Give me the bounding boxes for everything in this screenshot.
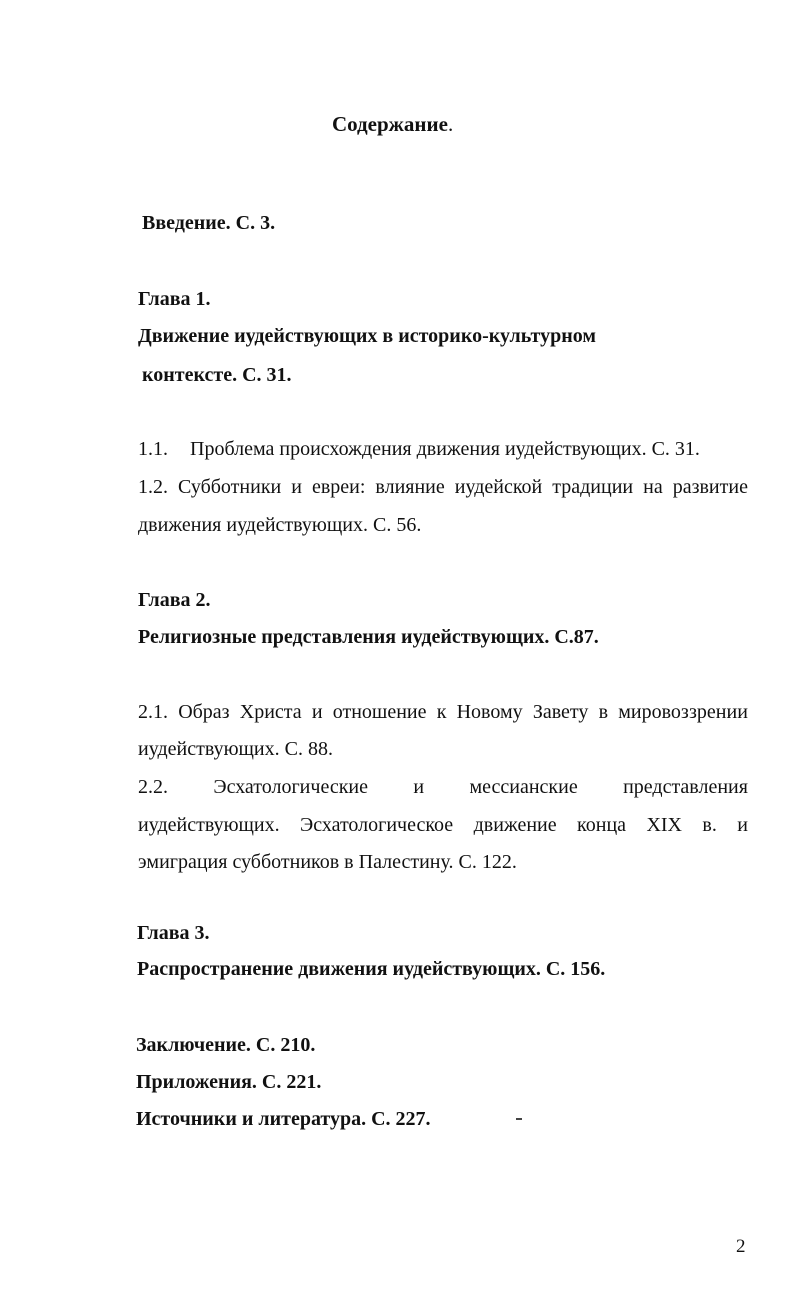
toc-appendices: Приложения. С. 221. [136,1071,322,1093]
section-2-2-word: 2.2. [138,776,168,798]
section-2-2-word: Эсхатологические [213,776,368,798]
section-1-2-word: и [291,476,302,498]
section-2-2-line2 [138,814,748,837]
section-2-2-word: XIX [646,814,682,836]
section-1-2-word: развитие [672,476,748,498]
section-2-2-word: мессианские [469,776,578,798]
section-2-1-line2: иудействующих. С. 88. [138,738,333,760]
section-2-2-word: в. [702,814,717,836]
section-2-1-word: Новому [456,701,523,723]
section-2-1-word: мировоззрении [618,701,748,723]
section-2-2-word: и [737,814,748,836]
chapter2-title-text: Религиозные представления иудействующих [138,626,545,648]
section-1-2-word: евреи: [311,476,366,498]
section-2-2-word: иудействующих. [138,814,280,836]
toc-sources: Источники и литература. С. 227. [136,1108,431,1130]
section-1-1-number: 1.1. [138,438,168,460]
chapter1-title-line1: Движение иудействующих в историко-культурном [138,325,596,347]
section-2-1-word: Образ [178,701,230,723]
chapter3-label: Глава 3. [137,922,210,944]
chapter2-title-page: . С.87. [544,626,599,648]
chapter2-label: Глава 2. [138,589,211,611]
section-1-2-word: традиции [552,476,634,498]
section-2-1-word: к [436,701,447,723]
section-1-2-word: 1.2. [138,476,168,498]
toc-conclusion: Заключение. С. 210. [136,1034,316,1056]
section-1-2-word: на [643,476,663,498]
stray-mark [516,1118,522,1120]
section-2-2-line1 [138,776,748,799]
page-title-dot: . [447,112,454,136]
section-2-1-word: и [311,701,323,723]
section-1-2-line2: движения иудействующих. С. 56. [138,514,422,536]
section-2-2-word: движение [473,814,557,836]
section-1-2-word: Субботники [178,476,282,498]
section-1-2-line1 [138,476,748,499]
chapter1-label: Глава 1. [138,288,211,310]
section-2-2-word: представления [623,776,748,798]
chapter1-title-line2: контексте. С. 31. [142,364,292,386]
page-title [332,112,453,137]
section-1-2-word: иудейской [454,476,543,498]
section-2-2-word: и [413,776,425,798]
chapter2-title [138,626,599,649]
section-2-1-line1 [138,701,748,724]
section-2-2-word: конца [577,814,627,836]
section-2-1-word: Христа [239,701,302,723]
section-1-1-text: Проблема происхождения движения иудействующих. С. 31. [190,438,700,460]
section-2-1-word: отношение [332,701,427,723]
page-number: 2 [736,1236,746,1257]
section-2-1-word: в [598,701,609,723]
toc-intro: Введение. С. 3. [142,212,276,234]
section-2-1-word: Завету [532,701,589,723]
chapter3-title: Распространение движения иудействующих. С. 156. [137,958,606,980]
section-2-1-word: 2.1. [138,701,168,723]
section-2-2-line3: эмиграция субботников в Палестину. С. 122. [138,851,517,873]
section-1-2-word: влияние [375,476,445,498]
section-2-2-word: Эсхатологическое [300,814,454,836]
page-title-text: Содержание [332,112,448,136]
